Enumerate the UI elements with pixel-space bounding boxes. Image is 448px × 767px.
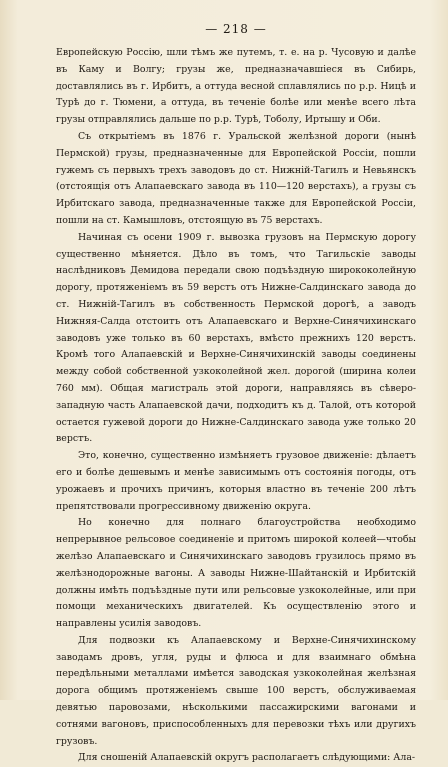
paragraph-1: Европейскую Россію, шли тѣмъ же путемъ, т. е. на р. Чусовую и далѣе въ Каму и Волгу; грузы же, предназначавшіеся въ Сибирь, доставлялись въ г. Ирбитъ, а оттуда весной сплавлялись по р.р. Ницѣ и Турѣ до г. Тюмени, а оттуда, въ теченіе болѣе или менѣе всего лѣта грузы отправлялись дальше по р.р. Турѣ, Тоболу, Иртышу и Оби. xyxy=(56,47,416,126)
page-number: — 218 — xyxy=(205,22,267,36)
page-body xyxy=(56,45,416,767)
paragraph-6: Для подвозки къ Алапаевскому и Верхне-Синячихинскому заводамъ дровъ, угля, руды и флюса и для взаимнаго обмѣна передѣльными металлами имѣется заводская узкоколейная желѣзная дорога общимъ протяженіемъ свыше 100 верстъ, обслуживаемая девятью паровозами, нѣсколькими пассажирскими вагонами и сотнями вагоновъ, приспособленныхъ для перевозки тѣхъ или другихъ грузовъ. xyxy=(56,634,416,747)
paragraph-5: Но конечно для полнаго благоустройства необходимо непрерывное рельсовое соединеніе и притомъ широкой колеей—чтобы желѣзо Алапаевскаго и Синячихинскаго заводовъ грузилось прямо въ желѣзнодорожные вагоны. А заводы Нижне-Шайтанскій и Ирбитскій должны имѣть подъѣздные пути или рельсовые узкоколейные, или при помощи механическихъ двигателей. Къ осуществленію этого и направлены усилія заводовъ. xyxy=(56,517,416,630)
paragraph-2: Съ открытіемъ въ 1876 г. Уральской желѣзной дороги (нынѣ Пермской) грузы, предназначенные для Европейской Россіи, пошли гужемъ съ первыхъ трехъ заводовъ до ст. Нижній-Тагилъ и Невьянскъ (отстоящія отъ Алапаевскаго завода въ 110—120 верстахъ), а грузы съ Ирбитскаго завода, предназначенные также для Европейской Россіи, пошли на ст. Камышловъ, отстоящую въ 75 верстахъ. xyxy=(56,130,416,226)
paragraph-3: Начиная съ осени 1909 г. вывозка грузовъ на Пермскую дорогу существенно мѣняется. Дѣло въ томъ, что Тагильскіе заводы наслѣдниковъ Демидова передали свою подъѣздную ширококолейную дорогу, протяженіемъ въ 59 верстъ отъ Нижне-Салдинскаго завода до ст. Нижній-Тагилъ въ собственность Пермской дорогѣ, а заводъ Нижняя-Салда отстоитъ отъ Алапаевскаго и Верхне-Синячихинскаго заводовъ уже только въ 60 верстахъ, вмѣсто прежнихъ 120 верстъ. Кромѣ того Алапаевскій и Верхне-Синячихинскій заводы соединены между собой собственной узкоколейной жел. дорогой (ширина колеи 760 мм). Общая магистраль этой дороги, направляясь въ сѣверо-западную часть Алапаевской дачи, подходитъ къ д. Талой, отъ которой остается гужевой дороги до Нижне-Салдинскаго завода уже только 20 верстъ. xyxy=(56,231,416,445)
paragraph-7: Для сношеній Алапаевскій округъ располагаетъ слѣдующими: Ала- xyxy=(78,752,416,764)
paragraph-4: Это, конечно, существенно измѣняетъ грузовое движеніе: дѣлаетъ его и болѣе дешевымъ и менѣе зависимымъ отъ состоянія погоды, отъ урожаевъ и прочихъ причинъ, которыя властно въ теченіе 200 лѣтъ препятствовали прогрессивному движенію округа. xyxy=(56,450,416,512)
